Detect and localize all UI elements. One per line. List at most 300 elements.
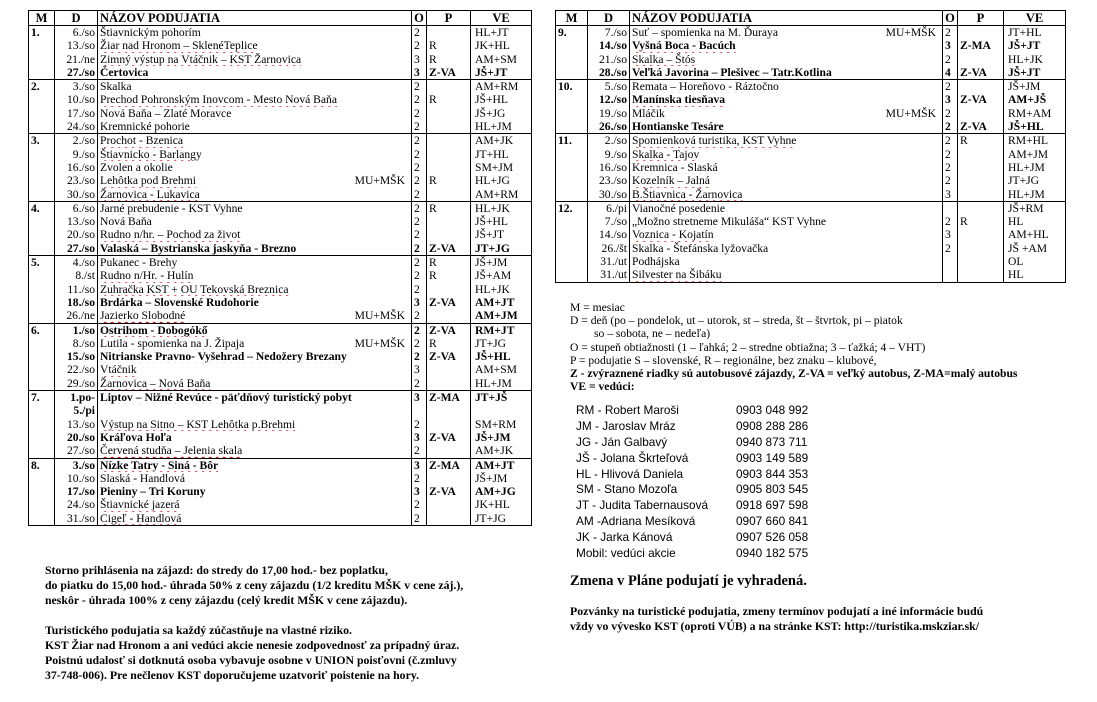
cell-month: 8. [29,458,55,472]
cell-month [29,472,55,485]
cell-event-name [98,39,412,52]
cell-month [29,283,55,296]
invitation-line-1: Pozvánky na turistické podujatia, zmeny termínov podujatí a iné informácie budú [570,604,984,618]
cell-difficulty: 2 [412,309,427,323]
table-row [29,323,532,337]
month-block [29,256,532,323]
cell-month [29,228,55,241]
cell-leader: HL+JM [1004,188,1066,202]
event-name: Lehôtka pod Brehmi [100,174,196,188]
cell-difficulty: 2 [412,418,427,431]
cell-leader: JŠ+HL [471,93,532,106]
cell-difficulty: 2 [943,26,958,40]
cell-event-name [98,26,412,40]
table-row [29,66,532,80]
cell-leader: HL+JM [471,377,532,391]
table-row [29,53,532,66]
cell-leader: AM+SM [471,363,532,376]
contact-phone: 0908 288 286 [736,418,809,433]
event-name: Prechod Pohronským Inovcom - Mesto Nová Baňa [100,93,337,107]
cell-day: 4./so [55,256,98,270]
table-row [556,161,1066,174]
table-row [29,269,532,282]
event-name: Žarnovica - Lukavica [100,187,200,201]
legend-day: D = deň (po – pondelok, ut – utorok, st – streda, št – štvrtok, pi – piatok [570,314,903,328]
cell-event-type: Z-VA [427,296,471,309]
table-row [556,174,1066,187]
table-row [29,228,532,241]
cell-leader: JŠ+HL [1004,120,1066,134]
cell-day: 13./so [55,418,98,431]
cell-event-type [427,498,471,511]
event-name: Rudno n/hr. – Pochod za život [100,228,241,242]
table-row [556,93,1066,106]
cell-month [29,242,55,256]
cell-day: 7./so [588,26,630,40]
table-row [29,161,532,174]
cell-event-name [630,80,943,94]
cell-leader: HL+JM [1004,161,1066,174]
event-note: MU+MŠK [885,106,936,120]
cell-month: 6. [29,323,55,337]
cell-day: 11./so [55,283,98,296]
table-row [29,93,532,106]
cell-difficulty: 3 [412,458,427,472]
cell-event-name [98,485,412,498]
cell-event-name [630,93,943,106]
cell-day: 13./so [55,39,98,52]
cell-month [556,268,588,282]
table-row [29,363,532,376]
event-name: Hontianske Tesáre [632,120,724,134]
event-name: Zimný výstup na Vtáčnik – KST Žarnovica [100,52,302,66]
cell-day: 17./so [55,485,98,498]
cell-leader: JT+JG [1004,174,1066,187]
cell-event-name [630,188,943,202]
cell-event-name [98,107,412,120]
event-name: Skalka [100,80,132,94]
table-row [556,107,1066,120]
cell-day: 31./so [55,512,98,526]
event-note: MU+MŠK [354,309,405,323]
cell-event-type: Z-MA [958,39,1004,52]
legend-difficulty: O = stupeň obtiažnosti (1 – ľahká; 2 – stredne obtiažna; 3 – ťažká; 4 – VHT) [570,340,926,354]
cell-month [556,120,588,134]
cell-difficulty: 3 [412,485,427,498]
cell-difficulty: 2 [412,215,427,228]
header-difficulty: O [943,11,958,26]
cell-day: 20./so [55,228,98,241]
event-name: Vianočné posedenie [632,201,725,215]
table-row [29,418,532,431]
cell-leader: JT+JG [471,242,532,256]
contact-phone: 0907 660 841 [736,514,809,529]
table-row [29,26,532,40]
event-name: Mláčik [632,106,665,120]
table-row [29,188,532,202]
cell-leader: JT+HL [1004,26,1066,40]
cell-difficulty [943,255,958,268]
storno-line-2: do piatku do 15,00 hod.- úhrada 50% z ceny zájazdu (1/2 kreditu MŠK v cene záj.), [45,578,464,593]
cell-event-type: Z-VA [427,350,471,363]
cell-day: 1.po- [55,391,98,405]
cell-day: 1./so [55,323,98,337]
event-name: Vtáčnik [100,363,137,377]
cell-leader: AM+JG [471,485,532,498]
cell-leader: OL [1004,255,1066,268]
cell-event-type: R [427,93,471,106]
cell-event-type: R [427,269,471,282]
cell-leader: HL [1004,268,1066,282]
cell-day: 22./so [55,363,98,376]
event-name: Nová Baňa – Zlaté Moravce [100,106,232,120]
cell-leader: HL [1004,215,1066,228]
cell-event-type: R [958,134,1004,148]
table-row [556,228,1066,241]
cell-leader: RM+JT [471,323,532,337]
cell-leader: AM+JK [471,134,532,148]
cell-difficulty: 2 [943,53,958,66]
cell-day: 24./so [55,498,98,511]
cell-difficulty: 3 [943,228,958,241]
schedule-table-right [555,10,1066,283]
cell-event-name [98,512,412,526]
cell-event-name [98,93,412,106]
schedule-table-left [28,10,532,526]
event-name: Slaská - Handlová [100,471,186,485]
cell-event-name [98,444,412,458]
cell-difficulty: 2 [412,188,427,202]
event-name: Suť – spomienka na M. Ďuraya [632,26,778,39]
event-name: Brdárka – Slovenské Rudohorie [100,295,259,309]
cell-day: 24./so [55,120,98,134]
table-row [29,120,532,134]
cell-difficulty: 2 [412,377,427,391]
cell-event-type: R [427,337,471,350]
event-name: Silvester na Šibáku [632,268,722,282]
table-row [29,404,532,417]
table-row [556,66,1066,80]
cell-leader: JŠ+JM [1004,80,1066,94]
cell-event-name [98,174,412,187]
cell-leader: RM+HL [1004,134,1066,148]
table-row [29,201,532,215]
cell-difficulty: 3 [412,66,427,80]
contact-row [576,546,809,562]
cell-event-name [98,161,412,174]
cell-event-type [427,120,471,134]
cell-month [29,39,55,52]
cell-event-type: Z-VA [958,66,1004,80]
contact-name: JG - Ján Galbavý [576,434,668,449]
cell-event-name [630,228,943,241]
cell-event-name [630,120,943,134]
cell-leader: AM+JK [471,444,532,458]
cell-leader: JŠ+HL [471,350,532,363]
cell-leader: RM+AM [1004,107,1066,120]
cell-month [29,161,55,174]
table-row [556,201,1066,215]
cell-event-type: Z-VA [427,485,471,498]
cell-difficulty: 2 [943,148,958,161]
cell-month: 3. [29,134,55,148]
cell-leader: JŠ+AM [471,269,532,282]
invitation-line-2: vždy vo vývesko KST (oproti VÚB) a na stránke KST: http://turistika.mskziar.sk/ [570,619,980,633]
contact-name: HL - Hlivová Daniela [576,466,684,481]
cell-leader: JŠ+JG [471,107,532,120]
month-block [29,391,532,458]
month-block [29,458,532,525]
legend-day-cont: so – sobota, ne – nedeľa) [594,327,711,341]
cell-event-name [98,296,412,309]
cell-event-name [98,458,412,472]
cell-difficulty: 2 [412,337,427,350]
event-name: Zuhračka KST + OU Tekovská Breznica [100,282,289,296]
cell-difficulty: 2 [943,174,958,187]
table-row [29,337,532,350]
cell-month [29,66,55,80]
cell-event-type [427,377,471,391]
cell-difficulty: 3 [412,391,427,405]
event-name: Liptov – Nižné Revúce - päťdňový turistický pobyt [100,391,352,405]
month-block [29,80,532,134]
cell-event-type [427,80,471,94]
table-row [29,80,532,94]
cell-difficulty: 2 [412,39,427,52]
cell-difficulty: 2 [412,472,427,485]
cell-leader: AM+RM [471,188,532,202]
cell-event-name [630,66,943,80]
cell-difficulty: 2 [943,242,958,255]
cell-event-type: Z-VA [958,120,1004,134]
cell-month [29,93,55,106]
cell-difficulty: 3 [943,93,958,106]
event-name: Remata – Horeňovo - Ráztočno [632,80,779,94]
contact-name: RM - Robert Maroši [576,403,679,417]
cell-leader: JT+JG [471,337,532,350]
plan-change-notice: Zmena v Pláne podujatí je vyhradená. [570,573,807,589]
event-name: Valaská – Bystrianska jaskyňa - Brezno [100,241,297,255]
cell-event-name [98,53,412,66]
cell-event-type [958,26,1004,40]
cell-month: 7. [29,391,55,405]
cell-event-type: Z-MA [427,458,471,472]
table-row [29,134,532,148]
cell-day: 21./so [588,53,630,66]
cell-leader: AM+JT [471,458,532,472]
cell-day: 27./so [55,242,98,256]
month-block [29,323,532,390]
table-row [29,377,532,391]
storno-line-1: Storno prihlásenia na zájazd: do stredy do 17,00 hod.- bez poplatku, [45,563,388,577]
cell-event-name [630,215,943,228]
cell-leader: JŠ+JM [471,431,532,444]
cell-month [29,431,55,444]
table-row [29,215,532,228]
table-row [29,391,532,405]
cell-difficulty: 2 [412,107,427,120]
cell-leader: AM+RM [471,80,532,94]
table-row [556,242,1066,255]
cell-difficulty: 2 [412,242,427,256]
cell-event-type: Z-VA [427,431,471,444]
table-row [29,242,532,256]
cell-day: 6./pi [588,201,630,215]
event-name: Červená studňa – Jelenia skala [100,444,243,458]
event-name: Cigeľ - Handlová [100,511,182,525]
cell-difficulty: 2 [412,120,427,134]
event-name: Kozelník – Jalná [632,174,710,188]
header-leader: VE [1004,11,1066,26]
cell-event-type [958,268,1004,282]
event-name: „Možno stretneme Mikuláša“ KST Vyhne [632,215,827,229]
event-name: Zvolen a okolie [100,160,173,174]
cell-month: 12. [556,201,588,215]
cell-day: 2./so [588,134,630,148]
event-name: Nitrianske Pravno- Vyšehrad – Nedožery Brezany [100,350,347,364]
event-name: Žarnovica – Nová Baňa [100,376,211,390]
event-name: Rudno n/Hr. - Hulín [100,269,194,283]
event-name: Žiar nad Hronom – SklenéTeplice [100,39,258,53]
cell-month [29,485,55,498]
cell-event-name [98,404,412,417]
cell-event-name [630,134,943,148]
cell-difficulty: 2 [412,444,427,458]
contact-row [576,498,809,514]
cell-event-type: Z-MA [427,391,471,405]
event-name: Nová Baňa [100,215,152,229]
storno-line-3: neskôr - úhrada 100% z ceny zájazdu (celý kredit MŠK v cene zájazdu). [45,593,408,608]
cell-event-type: R [427,201,471,215]
event-name: Manínska tiesňava [632,93,726,107]
contact-name: AM -Adriana Mesíková [576,514,696,529]
contact-name: SM - Stano Mozoľa [576,482,678,497]
header-day: D [55,11,98,26]
cell-difficulty: 2 [412,161,427,174]
cell-month [29,444,55,458]
header-day: D [588,11,630,26]
cell-day: 13./so [55,215,98,228]
contact-phone: 0907 526 058 [736,530,809,545]
cell-day: 14./so [588,39,630,52]
cell-difficulty: 2 [943,215,958,228]
cell-day: 3./so [55,458,98,472]
cell-difficulty: 4 [943,66,958,80]
cell-difficulty: 2 [412,174,427,187]
storno-conditions [45,563,515,683]
contact-row [576,418,809,435]
cell-month [29,148,55,161]
table-row [556,255,1066,268]
cell-leader: JŠ+JM [471,256,532,270]
cell-difficulty [943,268,958,282]
cell-day: 26./ne [55,309,98,323]
cell-event-type: Z-VA [427,242,471,256]
cell-difficulty: 3 [412,53,427,66]
contact-row [576,403,809,419]
contact-name: JM - Jaroslav Mráz [576,418,676,433]
table-row [29,512,532,526]
cell-event-type [427,512,471,526]
cell-event-type [427,188,471,202]
event-name: Podhájska [632,255,680,269]
cell-event-name [98,242,412,256]
table-row [556,120,1066,134]
cell-event-type [427,134,471,148]
cell-event-name [98,418,412,431]
event-name: Štiavnické jazerá [100,498,180,512]
cell-leader: JŠ+RM [1004,201,1066,215]
event-note: MU+MŠK [885,26,936,39]
cell-month [29,418,55,431]
event-name: Kremnica - Slaská [632,160,718,174]
cell-event-type [958,228,1004,241]
cell-day: 16./so [55,161,98,174]
cell-day: 14./so [588,228,630,241]
event-name: Výstup na Sitno – KST Lehôtka p.Brehmi [100,417,296,431]
cell-difficulty: 3 [943,188,958,202]
legend-bus: Z - zvýraznené riadky sú autobusové zájazdy, Z-VA = veľký autobus, Z-MA=malý autobus [570,367,1018,381]
cell-month: 4. [29,201,55,215]
risk-line-1: Turistického podujatia sa každý zúčastňuje na vlastné riziko. [45,622,352,637]
cell-difficulty: 2 [412,228,427,241]
month-block [29,201,532,255]
cell-month [29,53,55,66]
cell-difficulty: 2 [412,148,427,161]
header-event-type: P [427,11,471,26]
cell-day: 10./so [55,93,98,106]
cell-leader: AM+JM [1004,148,1066,161]
cell-event-name [98,337,412,350]
contact-row [576,450,809,467]
header-event-name: NÁZOV PODUJATIA [630,11,943,26]
cell-event-name [630,201,943,215]
cell-event-name [98,350,412,363]
cell-difficulty: 2 [412,512,427,526]
cell-event-type [427,215,471,228]
cell-day: 18./so [55,296,98,309]
cell-day: 5./so [588,80,630,94]
cell-event-type: Z-VA [958,93,1004,106]
cell-day: 26./so [588,120,630,134]
cell-event-name [98,66,412,80]
cell-difficulty: 2 [943,80,958,94]
table-row [29,256,532,270]
cell-event-name [98,148,412,161]
cell-difficulty: 2 [412,283,427,296]
cell-month [29,404,55,417]
cell-leader: HL+JT [471,26,532,40]
cell-day: 16./so [588,161,630,174]
cell-leader: JT+JŠ [471,391,532,405]
cell-leader: JŠ+JT [1004,66,1066,80]
cell-day: 9./so [55,148,98,161]
cell-month: 5. [29,256,55,270]
cell-month [556,161,588,174]
cell-day: 17./so [55,107,98,120]
cell-day: 26./št [588,242,630,255]
event-name: Nízke Tatry - Siná - Bôr [100,458,219,472]
cell-day: 15./so [55,350,98,363]
cell-event-name [98,309,412,323]
cell-event-name [630,53,943,66]
event-name: Pieniny – Tri Koruny [100,485,206,499]
cell-difficulty: 3 [412,296,427,309]
event-name: Štiavnickým pohorím [100,26,201,39]
contact-phone: 0918 697 598 [736,498,809,513]
event-name: Skalka – Štós [632,52,696,66]
cell-month [29,350,55,363]
